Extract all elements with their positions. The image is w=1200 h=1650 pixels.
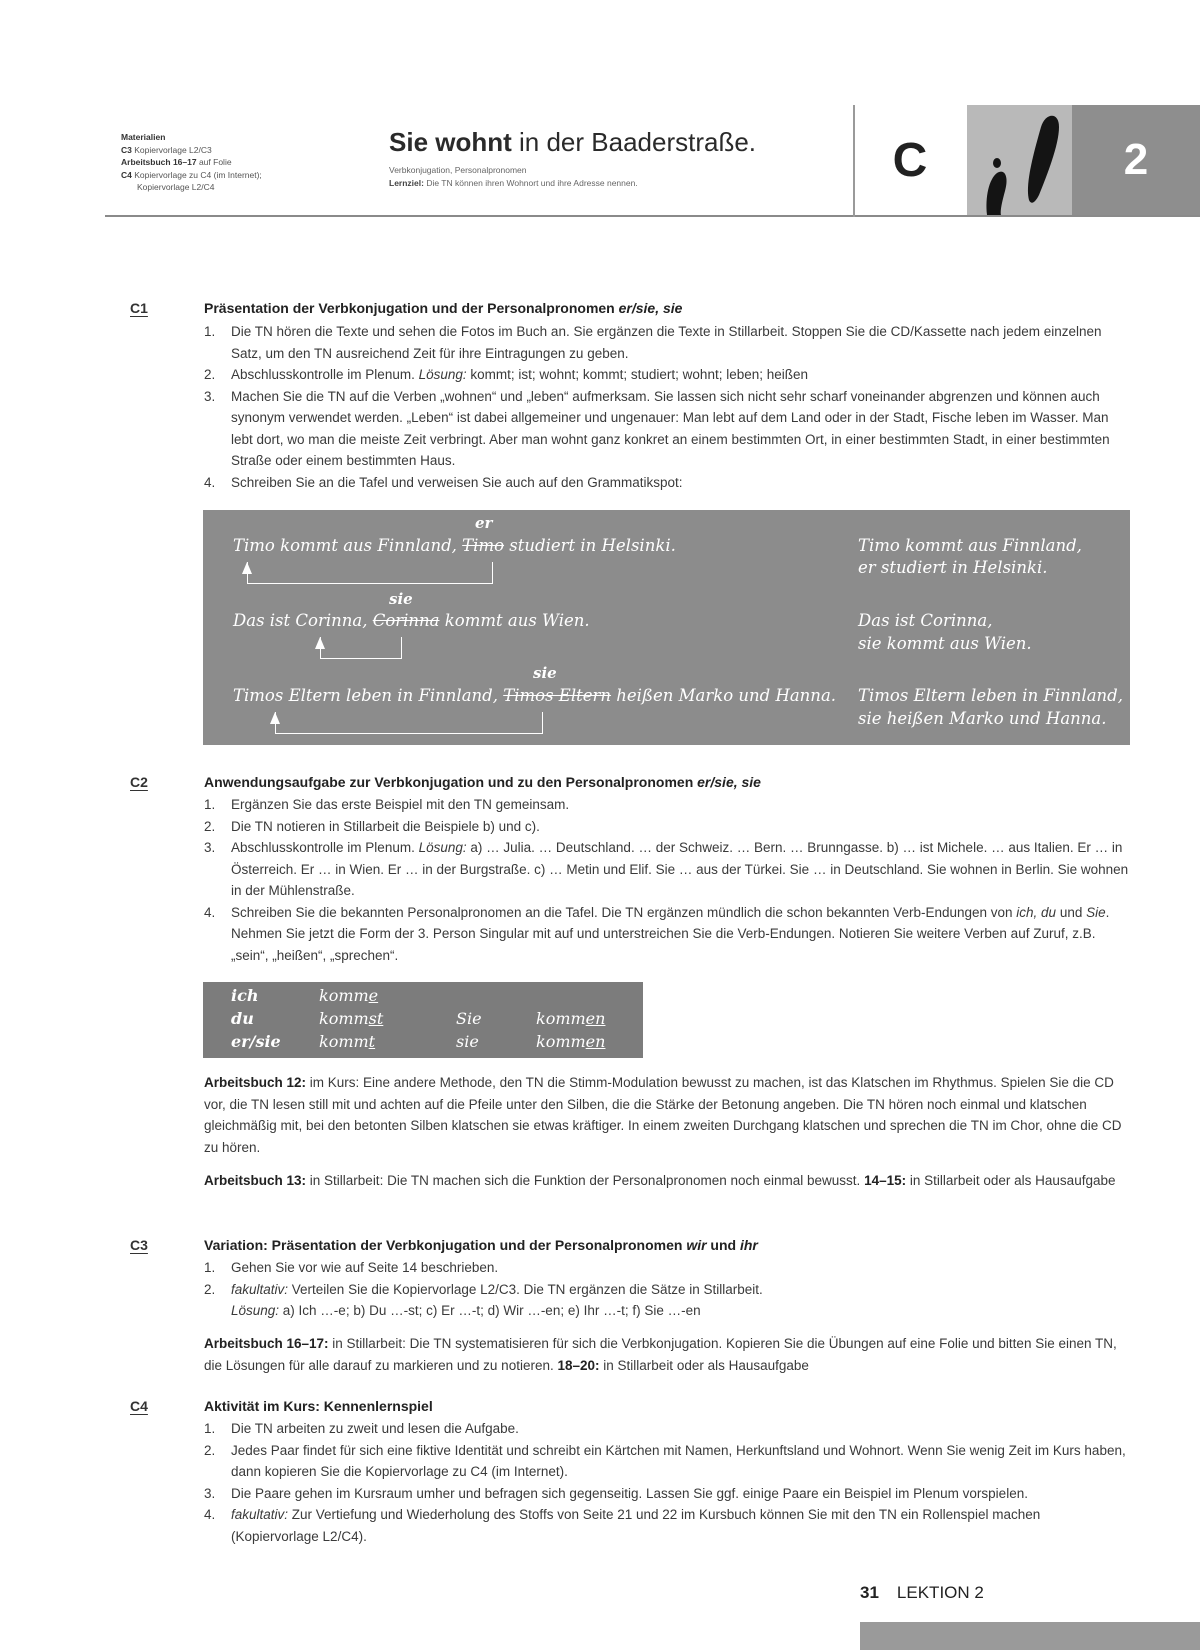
section-label-c1: C1 <box>130 300 148 316</box>
conj-verb: kommen <box>536 1009 606 1028</box>
page-footer <box>860 1583 984 1603</box>
conj-pronoun: sie <box>456 1032 479 1051</box>
section-title-c1: Präsentation der Verbkonjugation und der Personalpronomen er/sie, sie <box>204 300 683 316</box>
board-sentence: Timos Eltern leben in Finnland, Timos Eltern heißen Marko und Hanna. <box>233 686 837 705</box>
blackboard-example <box>203 510 1130 745</box>
title-block <box>389 127 849 190</box>
list-item: 1. Die TN arbeiten zu zweit und lesen die Aufgabe. <box>204 1421 519 1436</box>
board-result: Timos Eltern leben in Finnland, <box>858 686 1123 705</box>
c2-list <box>204 794 1129 966</box>
board-result: Das ist Corinna, <box>858 611 993 630</box>
section-label-c4: C4 <box>130 1398 148 1414</box>
conj-pronoun: du <box>231 1009 254 1028</box>
arrow-icon <box>270 712 280 724</box>
board-pronoun: sie <box>533 664 557 682</box>
materials-line: Kopiervorlage L2/C4 <box>137 182 215 192</box>
lesson-number: 2 <box>1072 105 1200 215</box>
c4-list <box>204 1418 1129 1547</box>
conj-pronoun: ich <box>231 986 259 1005</box>
board-bracket <box>275 712 543 734</box>
board-bracket <box>320 637 402 659</box>
c1-list <box>204 321 1129 493</box>
list-item: 2. Jedes Paar findet für sich eine fiktive Identität und schreibt ein Kärtchen mit Namen, Herkunftsland und Wohnort. Wenn Sie wenig Zeit im Kurs haben, dann kopieren Sie die Kopiervorlage zu C4 (im Internet). <box>204 1442 1126 1479</box>
materials-list <box>121 131 371 194</box>
section-title-c3: Variation: Präsentation der Verbkonjugation und der Personalpronomen wir und ihr <box>204 1237 758 1253</box>
arbeitsbuch-13: Arbeitsbuch 13: in Stillarbeit: Die TN machen sich die Funktion der Personalpronomen noch einmal bewusst. 14–15: in Stillarbeit oder als Hausaufgabe <box>204 1173 1116 1188</box>
list-item: 3. Die Paare gehen im Kursraum umher und befragen sich gegenseitig. Lassen Sie ggf. einige Paare ein Beispiel im Plenum vorspielen. <box>204 1485 1028 1501</box>
page-number: 31 <box>860 1583 879 1602</box>
list-item: 4. Schreiben Sie die bekannten Personalpronomen an die Tafel. Die TN ergänzen mündlich die schon bekannten Verb-Endungen von ich, du und Sie. Nehmen Sie jetzt die Form der 3. Person Singular mit auf und unterstreichen Sie die Verb-Endungen. Notieren Sie weitere Verben auf Zuruf, z.B. „sein“, „heißen“, „sprechen“. <box>204 904 1110 963</box>
section-label-c3: C3 <box>130 1237 148 1253</box>
arrow-icon <box>315 637 325 649</box>
board-result: er studiert in Helsinki. <box>858 558 1048 577</box>
board-sentence: Timo kommt aus Finnland, Timo studiert in Helsinki. <box>233 536 676 555</box>
board-result: sie kommt aus Wien. <box>858 634 1032 653</box>
arrow-icon <box>242 562 252 574</box>
list-item: 2. Die TN notieren in Stillarbeit die Beispiele b) und c). <box>204 818 540 834</box>
arbeitsbuch-12: Arbeitsbuch 12: im Kurs: Eine andere Methode, den TN die Stimm-Modulation bewusst zu machen, ist das Klatschen im Rhythmus. Spielen Sie die CD vor, die TN lesen still mit und achten auf die Pfeile unter den Silben, die die Stärke der Betonung angeben. Die TN hören noch einmal und klatschen gleichmäßig mit, bei den betonten Silben klatschen sie etwas kräftiger. In einem zweiten Durchgang klatschen und sprechen die TN im Chor, ohne die CD zu hören. <box>204 1075 1122 1155</box>
materials-line: C3 Kopiervorlage L2/C3 <box>121 144 212 155</box>
list-item: 3. Abschlusskontrolle im Plenum. Lösung: a) … Julia. … Deutschland. … der Schweiz. … Bern. … Brunngasse. b) … ist Michele. … aus Italien. Er … in Österreich. Er … in Wien. Er … in der Burgstraße. c) … Metin und Elif. Sie … aus der Türkei. Sie … in Deutschland. Sie wohnen in Berlin. Sie wohnen in der Mühlenstraße. <box>204 840 1129 898</box>
conj-verb: kommen <box>536 1032 606 1051</box>
list-item: 4. Schreiben Sie an die Tafel und verweisen Sie auch auf den Grammatikspot: <box>204 474 683 490</box>
arbeitsbuch-16-17: Arbeitsbuch 16–17: in Stillarbeit: Die TN systematisieren für sich die Verbkonjugation. Kopieren Sie die Übungen auf eine Folie und bitten Sie einen TN, die Lösungen für alle darauf zu markieren und zu notieren. 18–20: in Stillarbeit oder als Hausaufgabe <box>204 1336 1117 1373</box>
section-title-c2: Anwendungsaufgabe zur Verbkonjugation und zu den Personalpronomen er/sie, sie <box>204 774 761 790</box>
list-item: 4. fakultativ: Zur Vertiefung und Wiederholung des Stoffs von Seite 21 und 22 im Kursbuch können Sie mit den TN ein Rollenspiel machen (Kopiervorlage L2/C4). <box>204 1507 1041 1544</box>
list-item: 2. fakultativ: Verteilen Sie die Kopiervorlage L2/C3. Die TN ergänzen die Sätze in Stillarbeit. Lösung: a) Ich …-e; b) Du …-st; c) Er …-t; d) Wir …-en; e) Ihr …-t; f) Sie …-en <box>204 1281 763 1318</box>
board-result: Timo kommt aus Finnland, <box>858 536 1082 555</box>
materials-line: C4 Kopiervorlage zu C4 (im Internet); <box>121 169 262 180</box>
list-item: 2. Abschlusskontrolle im Plenum. Lösung: kommt; ist; wohnt; kommt; studiert; wohnt; leben; heißen <box>204 367 809 382</box>
board-pronoun: sie <box>389 590 413 608</box>
list-item: 1. Gehen Sie vor wie auf Seite 14 beschrieben. <box>204 1260 499 1275</box>
page-header <box>105 105 1200 217</box>
lesson-label: LEKTION 2 <box>896 1583 984 1602</box>
conjugation-board <box>203 982 643 1058</box>
section-letter: C <box>892 133 928 187</box>
board-sentence: Das ist Corinna, Corinna kommt aus Wien. <box>233 611 590 630</box>
list-item: 1. Die TN hören die Texte und sehen die Fotos im Buch an. Sie ergänzen die Texte in Stillarbeit. Stoppen Sie die CD/Kassette nach jedem einzelnen Satz, um den TN ausreichend Zeit für ihre Eintragungen zu geben. <box>204 324 1102 361</box>
footer-bar <box>860 1622 1200 1650</box>
list-item: 3. Machen Sie die TN auf die Verben „wohnen“ und „leben“ aufmerksam. Sie lassen sich nicht sehr scharf voneinander abgrenzen und können auch synonym verwendet werden. „Leben“ ist dabei allgemeiner und ungenauer: Man lebt auf dem Land oder in der Stadt, Fische leben im Wasser. Man lebt dort, wo man die meiste Zeit verbringt. Aber man wohnt ganz konkret an einem bestimmten Ort, in einer bestimmten Stadt, in einer bestimmten Straße oder einem bestimmten Haus. <box>204 388 1110 468</box>
materials-line: Arbeitsbuch 16–17 auf Folie <box>121 157 232 167</box>
conj-pronoun: Sie <box>456 1009 482 1028</box>
section-label-c2: C2 <box>130 774 148 790</box>
board-result: sie heißen Marko und Hanna. <box>858 709 1107 728</box>
conj-verb: komme <box>319 986 379 1005</box>
conj-pronoun: er/sie <box>231 1032 281 1051</box>
materials-title: Materialien <box>121 132 166 142</box>
board-pronoun: er <box>475 514 493 532</box>
footprints-icon <box>967 105 1072 215</box>
list-item: 1. Ergänzen Sie das erste Beispiel mit den TN gemeinsam. <box>204 797 570 812</box>
c3-list <box>204 1257 1129 1322</box>
conj-verb: kommst <box>319 1009 384 1028</box>
page-subtitle: Verbkonjugation, Personalpronomen Lernziel: Die TN können ihren Wohnort und ihre Adresse nennen. <box>389 165 638 188</box>
board-bracket <box>247 562 493 584</box>
section-title-c4: Aktivität im Kurs: Kennenlernspiel <box>204 1398 433 1414</box>
conj-verb: kommt <box>319 1032 376 1051</box>
page-title: Sie wohnt in der Baaderstraße. <box>389 127 757 157</box>
